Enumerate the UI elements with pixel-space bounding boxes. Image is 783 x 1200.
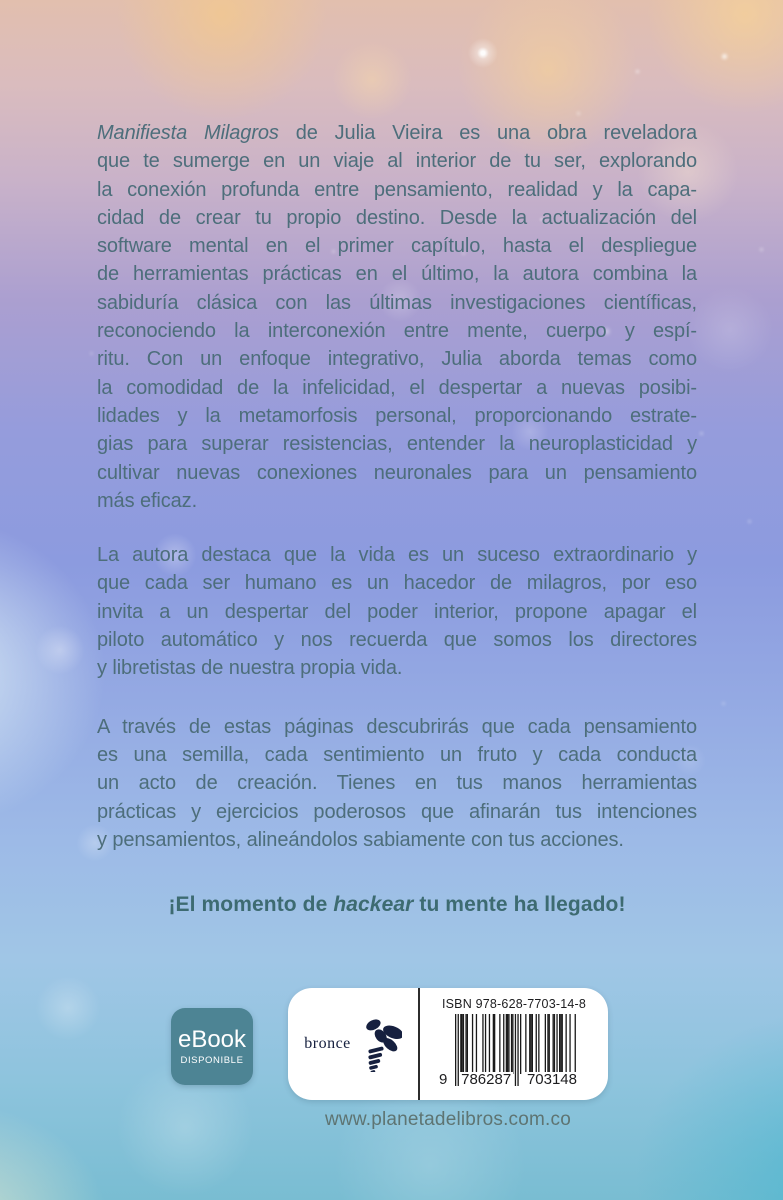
text: la comodidad de la infelicidad, el despertar a nuevas posibi- [97, 376, 697, 399]
text: gias para superar resistencias, entender la neuroplasticidad y [97, 433, 697, 456]
synopsis-line [97, 147, 697, 175]
text: lidades y la metamorfosis personal, proporcionando estrate- [97, 404, 697, 427]
synopsis-line [97, 459, 697, 487]
publisher-isbn-panel [288, 988, 608, 1100]
synopsis-line [97, 598, 697, 626]
text: ritu. Con un enfoque integrativo, Julia aborda temas como [97, 348, 697, 371]
text: software mental en el primer capítulo, hasta el despliegue [97, 235, 697, 258]
text: A través de estas páginas descubrirás que cada pensamiento [97, 715, 697, 738]
text: reconociendo la interconexión entre mente, cuerpo y espí- [97, 320, 697, 343]
website-url: www.planetadelibros.com.co [325, 1109, 571, 1130]
synopsis-line [97, 798, 697, 826]
synopsis-line [97, 345, 697, 373]
ebook-badge-title: eBook [177, 1026, 247, 1053]
text: de herramientas prácticas en el último, la autora combina la [97, 263, 697, 286]
synopsis-line [97, 769, 697, 797]
ebook-badge-subtitle: DISPONIBLE [180, 1055, 244, 1066]
barcode-digit-group-left: 786287 [461, 1071, 512, 1088]
synopsis-line [97, 204, 697, 232]
synopsis-line [97, 289, 697, 317]
text: La autora destaca que la vida es un suceso extraordinario y [97, 544, 697, 567]
barcode-digit-group-right: 703148 [526, 1071, 577, 1088]
text: de Julia Vieira es una obra reveladora [278, 122, 698, 144]
text: cidad de crear tu propio destino. Desde la actualización del [97, 206, 697, 229]
text: sabiduría clásica con las últimas investigaciones científicas, [97, 291, 697, 314]
text: y pensamientos, alineándolos sabiamente con tus acciones. [97, 828, 624, 851]
text: cultivar nuevas conexiones neuronales para un pensamiento [97, 461, 697, 484]
italic-text: hackear [333, 893, 414, 916]
barcode-digits [439, 1072, 579, 1086]
text: que cada ser humano es un hacedor de milagros, por eso [97, 572, 697, 595]
ean-barcode [439, 1014, 577, 1088]
text: invita a un despertar del poder interior, propone apagar el [97, 600, 697, 623]
text: prácticas y ejercicios poderosos que afinarán tus intenciones [97, 800, 697, 823]
publisher-name: bronce [304, 1035, 351, 1052]
synopsis [97, 119, 697, 854]
synopsis-line [97, 654, 697, 682]
text: más eficaz. [97, 489, 198, 512]
synopsis-line [97, 119, 697, 147]
synopsis-paragraph [97, 119, 697, 515]
synopsis-line [97, 260, 697, 288]
synopsis-line [97, 569, 697, 597]
text: es una semilla, cada sentimiento un fruto y cada conducta [97, 743, 697, 766]
text: ¡El momento de [168, 893, 334, 916]
synopsis-line [97, 430, 697, 458]
italic-text: Manifiesta Milagros [97, 122, 279, 144]
text: que te sumerge en un viaje al interior de tu ser, explorando [97, 150, 697, 173]
ebook-badge [171, 1008, 253, 1085]
tagline [97, 893, 697, 917]
synopsis-line [97, 626, 697, 654]
text: tu mente ha llegado! [413, 893, 626, 916]
synopsis-paragraph [97, 713, 697, 854]
synopsis-line [97, 176, 697, 204]
synopsis-line [97, 374, 697, 402]
bokeh-sparkles [0, 0, 3, 3]
synopsis-line [97, 741, 697, 769]
synopsis-line [97, 541, 697, 569]
barcode-digit-lead: 9 [439, 1071, 448, 1088]
synopsis-line [97, 713, 697, 741]
text: la conexión profunda entre pensamiento, realidad y la capa- [97, 178, 697, 201]
synopsis-line [97, 232, 697, 260]
isbn-section [420, 988, 608, 1100]
publisher-logo [288, 988, 418, 1100]
text: y libretistas de nuestra propia vida. [97, 657, 403, 680]
isbn-label: ISBN 978-628-7703-14-8 [441, 997, 587, 1011]
bee-icon [358, 1016, 402, 1072]
synopsis-line [97, 317, 697, 345]
synopsis-line [97, 402, 697, 430]
synopsis-line [97, 487, 697, 515]
synopsis-line [97, 826, 697, 854]
text: piloto automático y nos recuerda que somos los directores [97, 629, 697, 652]
text: un acto de creación. Tienes en tus manos herramientas [97, 772, 697, 795]
synopsis-paragraph [97, 541, 697, 682]
